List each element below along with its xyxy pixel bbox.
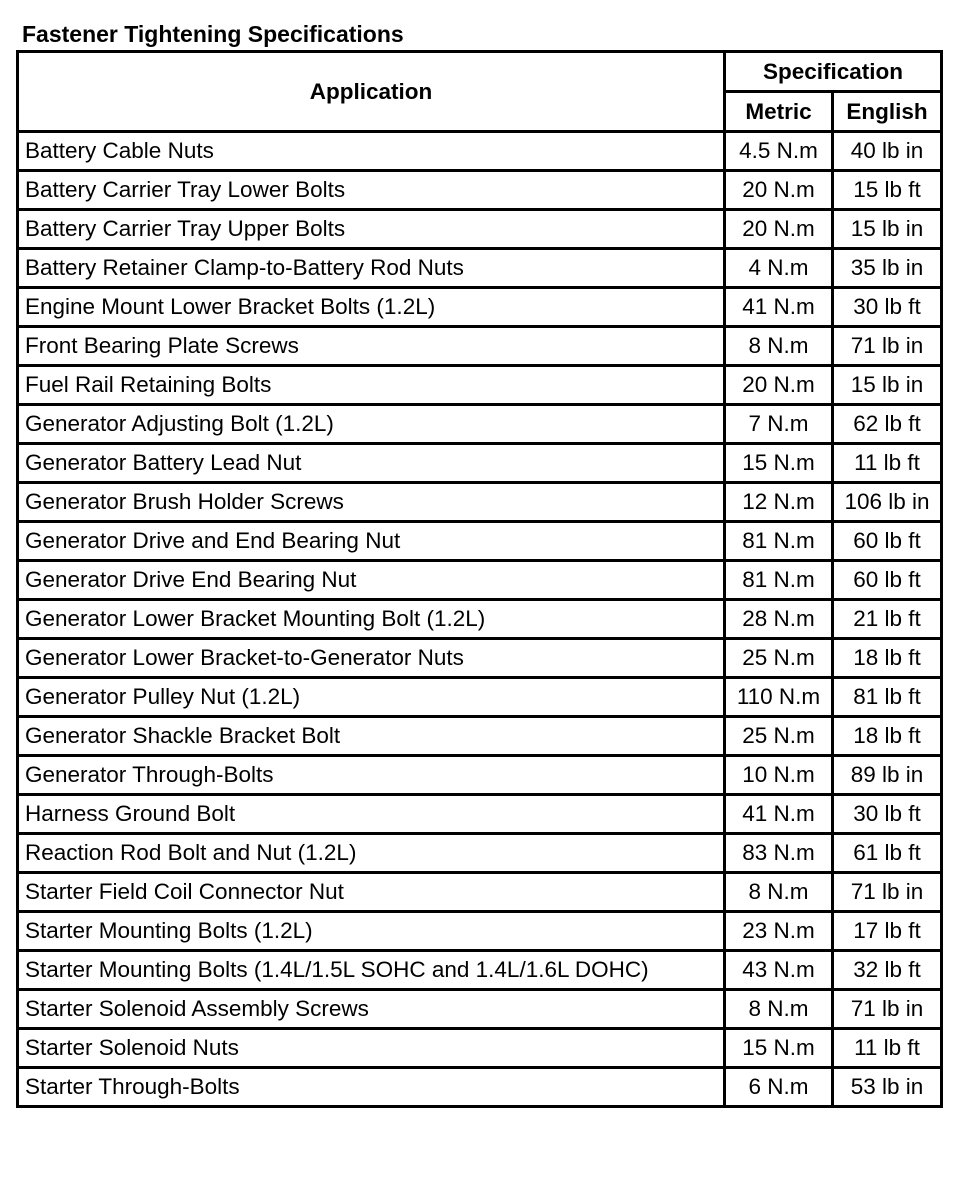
metric-column-header: Metric <box>725 92 833 132</box>
table-row <box>18 288 942 327</box>
table-row <box>18 912 942 951</box>
table-row <box>18 249 942 288</box>
english-column-header: English <box>833 92 942 132</box>
table-row <box>18 366 942 405</box>
application-cell: Battery Carrier Tray Upper Bolts <box>18 210 725 249</box>
english-cell: 35 lb in <box>833 249 942 288</box>
application-cell: Battery Retainer Clamp-to-Battery Rod Nuts <box>18 249 725 288</box>
metric-cell: 8 N.m <box>725 873 833 912</box>
metric-cell: 110 N.m <box>725 678 833 717</box>
english-cell: 53 lb in <box>833 1068 942 1107</box>
metric-cell: 4 N.m <box>725 249 833 288</box>
application-cell: Front Bearing Plate Screws <box>18 327 725 366</box>
metric-cell: 41 N.m <box>725 795 833 834</box>
application-cell: Starter Solenoid Nuts <box>18 1029 725 1068</box>
english-cell: 71 lb in <box>833 873 942 912</box>
table-row <box>18 678 942 717</box>
table-row <box>18 483 942 522</box>
english-cell: 60 lb ft <box>833 522 942 561</box>
metric-cell: 20 N.m <box>725 210 833 249</box>
table-row <box>18 522 942 561</box>
table-row <box>18 639 942 678</box>
specification-column-header: Specification <box>725 52 942 92</box>
metric-cell: 15 N.m <box>725 1029 833 1068</box>
table-row <box>18 1029 942 1068</box>
metric-cell: 25 N.m <box>725 639 833 678</box>
table-row <box>18 795 942 834</box>
metric-cell: 83 N.m <box>725 834 833 873</box>
english-cell: 17 lb ft <box>833 912 942 951</box>
application-column-header: Application <box>18 52 725 132</box>
application-cell: Generator Drive End Bearing Nut <box>18 561 725 600</box>
metric-cell: 7 N.m <box>725 405 833 444</box>
table-row <box>18 171 942 210</box>
table-body <box>18 132 942 1107</box>
application-cell: Generator Lower Bracket-to-Generator Nuts <box>18 639 725 678</box>
english-cell: 40 lb in <box>833 132 942 171</box>
application-cell: Generator Through-Bolts <box>18 756 725 795</box>
english-cell: 32 lb ft <box>833 951 942 990</box>
table-row <box>18 834 942 873</box>
english-cell: 21 lb ft <box>833 600 942 639</box>
table-row <box>18 327 942 366</box>
table-row <box>18 756 942 795</box>
metric-cell: 28 N.m <box>725 600 833 639</box>
english-cell: 106 lb in <box>833 483 942 522</box>
application-cell: Generator Brush Holder Screws <box>18 483 725 522</box>
metric-cell: 43 N.m <box>725 951 833 990</box>
metric-cell: 20 N.m <box>725 366 833 405</box>
table-row <box>18 600 942 639</box>
english-cell: 15 lb in <box>833 366 942 405</box>
application-cell: Generator Shackle Bracket Bolt <box>18 717 725 756</box>
metric-cell: 6 N.m <box>725 1068 833 1107</box>
english-cell: 89 lb in <box>833 756 942 795</box>
table-row <box>18 132 942 171</box>
metric-cell: 8 N.m <box>725 990 833 1029</box>
metric-cell: 81 N.m <box>725 522 833 561</box>
application-cell: Starter Solenoid Assembly Screws <box>18 990 725 1029</box>
table-row <box>18 444 942 483</box>
english-cell: 18 lb ft <box>833 639 942 678</box>
table-row <box>18 561 942 600</box>
english-cell: 62 lb ft <box>833 405 942 444</box>
metric-cell: 4.5 N.m <box>725 132 833 171</box>
english-cell: 18 lb ft <box>833 717 942 756</box>
english-cell: 71 lb in <box>833 990 942 1029</box>
application-cell: Generator Drive and End Bearing Nut <box>18 522 725 561</box>
application-cell: Engine Mount Lower Bracket Bolts (1.2L) <box>18 288 725 327</box>
metric-cell: 8 N.m <box>725 327 833 366</box>
english-cell: 60 lb ft <box>833 561 942 600</box>
english-cell: 15 lb ft <box>833 171 942 210</box>
english-cell: 30 lb ft <box>833 288 942 327</box>
english-cell: 71 lb in <box>833 327 942 366</box>
application-cell: Battery Cable Nuts <box>18 132 725 171</box>
english-cell: 81 lb ft <box>833 678 942 717</box>
metric-cell: 81 N.m <box>725 561 833 600</box>
english-cell: 61 lb ft <box>833 834 942 873</box>
english-cell: 15 lb in <box>833 210 942 249</box>
metric-cell: 25 N.m <box>725 717 833 756</box>
application-cell: Generator Lower Bracket Mounting Bolt (1.2L) <box>18 600 725 639</box>
application-cell: Starter Through-Bolts <box>18 1068 725 1107</box>
table-row <box>18 873 942 912</box>
application-cell: Battery Carrier Tray Lower Bolts <box>18 171 725 210</box>
application-cell: Starter Mounting Bolts (1.4L/1.5L SOHC and 1.4L/1.6L DOHC) <box>18 951 725 990</box>
metric-cell: 23 N.m <box>725 912 833 951</box>
table-row <box>18 405 942 444</box>
metric-cell: 41 N.m <box>725 288 833 327</box>
english-cell: 11 lb ft <box>833 444 942 483</box>
english-cell: 30 lb ft <box>833 795 942 834</box>
table-row <box>18 951 942 990</box>
table-row <box>18 1068 942 1107</box>
application-cell: Generator Adjusting Bolt (1.2L) <box>18 405 725 444</box>
metric-cell: 12 N.m <box>725 483 833 522</box>
metric-cell: 10 N.m <box>725 756 833 795</box>
application-cell: Harness Ground Bolt <box>18 795 725 834</box>
application-cell: Reaction Rod Bolt and Nut (1.2L) <box>18 834 725 873</box>
application-cell: Fuel Rail Retaining Bolts <box>18 366 725 405</box>
table-row <box>18 717 942 756</box>
application-cell: Starter Mounting Bolts (1.2L) <box>18 912 725 951</box>
metric-cell: 20 N.m <box>725 171 833 210</box>
application-cell: Starter Field Coil Connector Nut <box>18 873 725 912</box>
english-cell: 11 lb ft <box>833 1029 942 1068</box>
table-row <box>18 210 942 249</box>
application-cell: Generator Battery Lead Nut <box>18 444 725 483</box>
specifications-table <box>16 50 943 1108</box>
application-cell: Generator Pulley Nut (1.2L) <box>18 678 725 717</box>
page-title: Fastener Tightening Specifications <box>22 21 404 47</box>
table-row <box>18 990 942 1029</box>
metric-cell: 15 N.m <box>725 444 833 483</box>
